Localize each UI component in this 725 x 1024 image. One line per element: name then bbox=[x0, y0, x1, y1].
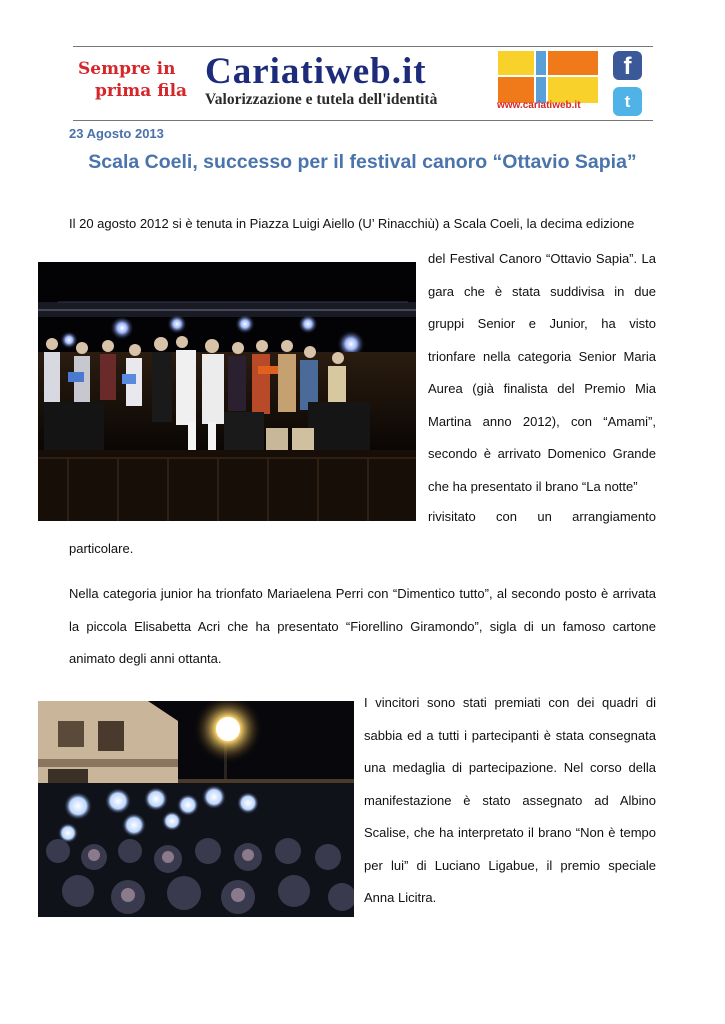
paragraph-1-last-side-line bbox=[428, 509, 656, 524]
paragraph-1-side-text: del Festival Canoro “Ottavio Sapia”. La gara che è stata suddivisa in due gruppi Senior e Junior, ha visto trionfare nella categoria Senior Maria Aurea (già finalista del Premio Mia Martina anno 2012), con “Amami”, secondo è arrivato Domenico Grande che ha presentato il brano “La notte” bbox=[428, 251, 656, 494]
banner-bottom-rule bbox=[73, 120, 653, 121]
word: rivisitato bbox=[428, 509, 476, 524]
article-title: Scala Coeli, successo per il festival canoro “Ottavio Sapia” bbox=[88, 151, 637, 173]
tagline-line-1: Sempre in bbox=[78, 59, 176, 79]
word: arrangiamento bbox=[572, 509, 656, 524]
paragraph-2: Nella categoria junior ha trionfato Mariaelena Perri con “Dimentico tutto”, al secondo posto è arrivata la piccola Elisabetta Acri che ha presentato “Fiorellino Giramondo”, sigla di un famoso cartone animato degli anni ottanta. bbox=[69, 586, 656, 666]
logo-color-grid bbox=[498, 51, 598, 103]
word: con bbox=[496, 509, 517, 524]
tagline-line-2: prima fila bbox=[95, 81, 188, 101]
site-subtitle: Valorizzazione e tutela dell'identità bbox=[205, 91, 438, 108]
paragraph-1-line-1: Il 20 agosto 2012 si è tenuta in Piazza Luigi Aiello (U’ Rinacchiù) a Scala Coeli, la decima edizione bbox=[69, 216, 635, 231]
facebook-icon[interactable]: f bbox=[613, 51, 642, 80]
site-url[interactable]: www.cariatiweb.it bbox=[497, 100, 581, 111]
word: un bbox=[537, 509, 552, 524]
twitter-icon[interactable]: t bbox=[613, 87, 642, 116]
stage-photo bbox=[38, 262, 416, 521]
banner-top-rule bbox=[73, 46, 653, 47]
paragraph-3: I vincitori sono stati premiati con dei quadri di sabbia ed a tutti i partecipanti è stata consegnata una medaglia di partecipazione. Nel corso della manifestazione è stato assegnato ad Albino Scalise, che ha interpretato il brano “Non è tempo per lui” di Luciano Ligabue, il premio speciale Anna Licitra. bbox=[364, 695, 656, 905]
audience-photo bbox=[38, 701, 354, 917]
banner-tagline bbox=[78, 58, 190, 102]
article-date: 23 Agosto 2013 bbox=[69, 126, 164, 141]
site-logo-text[interactable]: Cariatiweb.it bbox=[205, 51, 427, 92]
paragraph-1-end: particolare. bbox=[69, 541, 134, 556]
